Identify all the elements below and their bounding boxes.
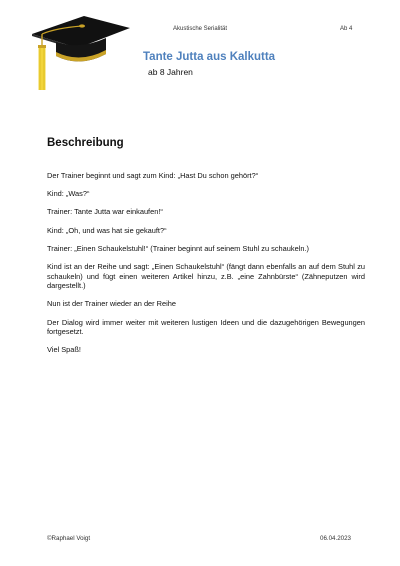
description-body [47, 171, 365, 363]
paragraph: Der Dialog wird immer weiter mit weiteren lustigen Ideen und die dazugehörigen Bewegungen fortgesetzt. [47, 317, 365, 337]
paragraph: Kind: „Oh, und was hat sie gekauft?“ [47, 225, 167, 235]
age-recommendation: ab 8 Jahren [148, 67, 193, 77]
document-title: Tante Jutta aus Kalkutta [143, 51, 276, 63]
paragraph: Trainer: Tante Jutta war einkaufen!“ [47, 207, 163, 217]
paragraph: Kind ist an der Reihe und sagt: „Einen Schaukelstuhl“ (fängt dann ebenfalls an auf dem Stuhl zu schaukeln) und fügt einen weiteren Artikel hinzu, z.B. „eine Zahnbürste“ (Zähneputzen wird dargestellt.) [47, 261, 365, 291]
header-topic: Akustische Serialität [173, 26, 228, 32]
header-sheet-number: Ab 4 [340, 26, 353, 32]
paragraph: Trainer: „Einen Schaukelstuhl!“ (Trainer beginnt auf seinem Stuhl zu schaukeln.) [47, 243, 309, 253]
footer-copyright: ©Raphael Voigt [47, 535, 91, 542]
paragraph: Der Trainer beginnt und sagt zum Kind: „Hast Du schon gehört?“ [47, 171, 259, 180]
paragraph: Viel Spaß! [47, 345, 81, 355]
footer-date: 06.04.2023 [320, 535, 351, 542]
paragraph: Nun ist der Trainer wieder an der Reihe [47, 299, 176, 309]
graduation-cap-icon [26, 12, 134, 98]
section-heading: Beschreibung [47, 137, 124, 149]
paragraph: Kind: „Was?“ [47, 189, 90, 199]
